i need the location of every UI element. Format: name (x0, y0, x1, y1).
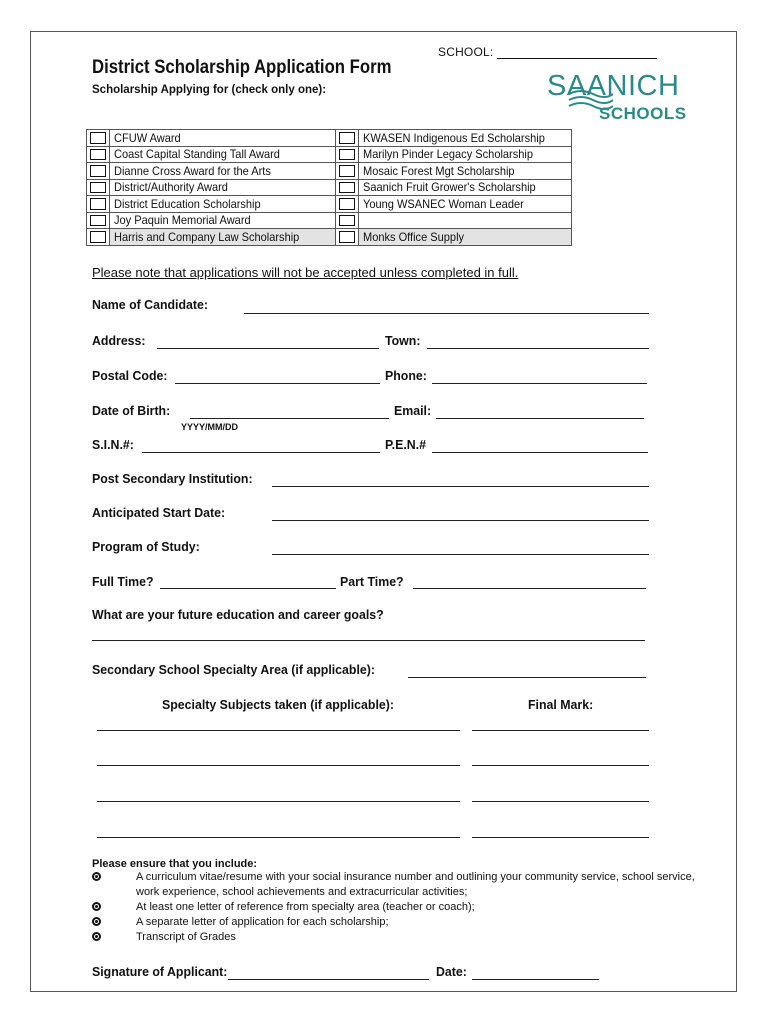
scholarship-label-right (359, 212, 572, 229)
full-time-label: Full Time? (92, 574, 154, 589)
scholarship-checkbox-right[interactable] (336, 146, 359, 163)
page-title: District Scholarship Application Form (92, 57, 392, 78)
subject-input-4[interactable] (97, 837, 460, 838)
subject-input-2[interactable] (97, 765, 460, 766)
page-subtitle: Scholarship Applying for (check only one): (92, 84, 327, 96)
checkbox-icon[interactable] (339, 165, 355, 177)
scholarship-label-right: KWASEN Indigenous Ed Scholarship (359, 130, 572, 147)
scholarship-checkbox-left[interactable] (87, 146, 110, 163)
email-input[interactable] (436, 418, 644, 419)
checklist-item-continuation: work experience, school achievements and extracurricular activities; (136, 886, 468, 898)
scholarship-label-right: Mosaic Forest Mgt Scholarship (359, 163, 572, 180)
scholarship-row (87, 146, 572, 163)
address-label: Address: (92, 333, 146, 348)
scholarship-label-left: CFUW Award (110, 130, 336, 147)
school-input-line[interactable] (497, 47, 657, 59)
checklist-item: A separate letter of application for each scholarship; (92, 915, 695, 930)
part-time-label: Part Time? (340, 574, 404, 589)
scholarship-checkbox-right[interactable] (336, 212, 359, 229)
pen-input[interactable] (432, 452, 648, 453)
mark-input-1[interactable] (472, 730, 649, 731)
mark-input-3[interactable] (472, 801, 649, 802)
scholarship-checkbox-right[interactable] (336, 179, 359, 196)
completion-note: Please note that applications will not be accepted unless completed in full. (92, 265, 519, 280)
checkbox-icon[interactable] (90, 198, 106, 210)
checklist-item: At least one letter of reference from specialty area (teacher or coach); (92, 900, 695, 915)
postal-code-label: Postal Code: (92, 368, 168, 383)
name-input[interactable] (244, 313, 649, 314)
checkbox-icon[interactable] (90, 215, 106, 227)
checkbox-icon[interactable] (90, 132, 106, 144)
email-label: Email: (394, 403, 432, 418)
form-page (30, 31, 737, 992)
subject-input-3[interactable] (97, 801, 460, 802)
scholarship-checkbox-left[interactable] (87, 196, 110, 213)
start-date-input[interactable] (272, 520, 649, 521)
scholarship-label-right: Monks Office Supply (359, 229, 572, 246)
phone-label: Phone: (385, 368, 427, 383)
scholarship-row (87, 179, 572, 196)
scholarship-checkbox-right[interactable] (336, 229, 359, 246)
checkbox-icon[interactable] (339, 231, 355, 243)
scholarship-label-right: Marilyn Pinder Legacy Scholarship (359, 146, 572, 163)
checkbox-icon[interactable] (90, 182, 106, 194)
scholarship-label-left: Coast Capital Standing Tall Award (110, 146, 336, 163)
scholarship-label-left: District Education Scholarship (110, 196, 336, 213)
scholarship-label-left: District/Authority Award (110, 179, 336, 196)
scholarship-checkbox-left[interactable] (87, 163, 110, 180)
program-label: Program of Study: (92, 539, 200, 554)
part-time-input[interactable] (413, 588, 646, 589)
scholarship-row (87, 163, 572, 180)
scholarship-checkbox-left[interactable] (87, 179, 110, 196)
checklist-item: A curriculum vitae/resume with your social insurance number and outlining your community service, school service, (92, 870, 695, 885)
signature-input[interactable] (228, 979, 429, 980)
mark-input-2[interactable] (472, 765, 649, 766)
address-input[interactable] (157, 348, 379, 349)
checklist-heading: Please ensure that you include: (92, 858, 258, 870)
town-input[interactable] (427, 348, 649, 349)
scholarship-checkbox-right[interactable] (336, 130, 359, 147)
mark-input-4[interactable] (472, 837, 649, 838)
phone-input[interactable] (432, 383, 647, 384)
logo-saanich-text: SAANICH (547, 70, 680, 102)
date-input[interactable] (472, 979, 599, 980)
goals-label: What are your future education and career goals? (92, 607, 384, 622)
specialty-subjects-label: Specialty Subjects taken (if applicable): (162, 697, 394, 712)
specialty-area-input[interactable] (408, 677, 646, 678)
full-time-input[interactable] (160, 588, 336, 589)
scholarship-row (87, 130, 572, 147)
dob-label: Date of Birth: (92, 403, 171, 418)
specialty-area-label: Secondary School Specialty Area (if applicable): (92, 662, 375, 677)
checkbox-icon[interactable] (90, 149, 106, 161)
sin-label: S.I.N.#: (92, 437, 134, 452)
institution-input[interactable] (272, 486, 649, 487)
dob-input[interactable] (190, 418, 389, 419)
checkbox-icon[interactable] (90, 231, 106, 243)
final-mark-label: Final Mark: (528, 697, 594, 712)
scholarship-checkbox-right[interactable] (336, 163, 359, 180)
scholarship-label-left: Dianne Cross Award for the Arts (110, 163, 336, 180)
scholarship-row (87, 212, 572, 229)
goals-input[interactable] (92, 640, 645, 641)
school-field[interactable] (438, 45, 657, 59)
checkbox-icon[interactable] (339, 198, 355, 210)
sin-input[interactable] (142, 452, 380, 453)
program-input[interactable] (272, 554, 649, 555)
scholarship-label-right: Saanich Fruit Grower's Scholarship (359, 179, 572, 196)
checkbox-icon[interactable] (339, 132, 355, 144)
saanich-schools-logo (547, 70, 687, 132)
scholarship-row (87, 229, 572, 246)
scholarship-checkbox-left[interactable] (87, 212, 110, 229)
subject-input-1[interactable] (97, 730, 460, 731)
scholarship-checkbox-right[interactable] (336, 196, 359, 213)
institution-label: Post Secondary Institution: (92, 471, 253, 486)
logo-schools-text: SCHOOLS (599, 104, 687, 123)
pen-label: P.E.N.# (385, 437, 426, 452)
checkbox-icon[interactable] (339, 215, 355, 227)
bullet-icon (92, 917, 101, 926)
scholarship-label-right: Young WSANEC Woman Leader (359, 196, 572, 213)
scholarship-label-left: Harris and Company Law Scholarship (110, 229, 336, 246)
document-checklist (92, 858, 695, 945)
bullet-icon (92, 872, 101, 881)
scholarship-checkbox-left[interactable] (87, 130, 110, 147)
scholarship-checkbox-left[interactable] (87, 229, 110, 246)
checkbox-icon[interactable] (339, 182, 355, 194)
date-label: Date: (436, 964, 467, 979)
bullet-icon (92, 902, 101, 911)
postal-code-input[interactable] (175, 383, 380, 384)
checkbox-icon[interactable] (90, 165, 106, 177)
start-date-label: Anticipated Start Date: (92, 505, 226, 520)
bullet-icon (92, 932, 101, 941)
scholarship-row (87, 196, 572, 213)
name-label: Name of Candidate: (92, 297, 208, 312)
dob-format-hint: YYYY/MM/DD (181, 422, 239, 432)
town-label: Town: (385, 333, 421, 348)
signature-label: Signature of Applicant: (92, 964, 228, 979)
checklist-item: Transcript of Grades (92, 930, 695, 945)
scholarship-label-left: Joy Paquin Memorial Award (110, 212, 336, 229)
scholarship-table (86, 129, 572, 246)
school-label: SCHOOL: (438, 45, 494, 59)
checkbox-icon[interactable] (339, 149, 355, 161)
